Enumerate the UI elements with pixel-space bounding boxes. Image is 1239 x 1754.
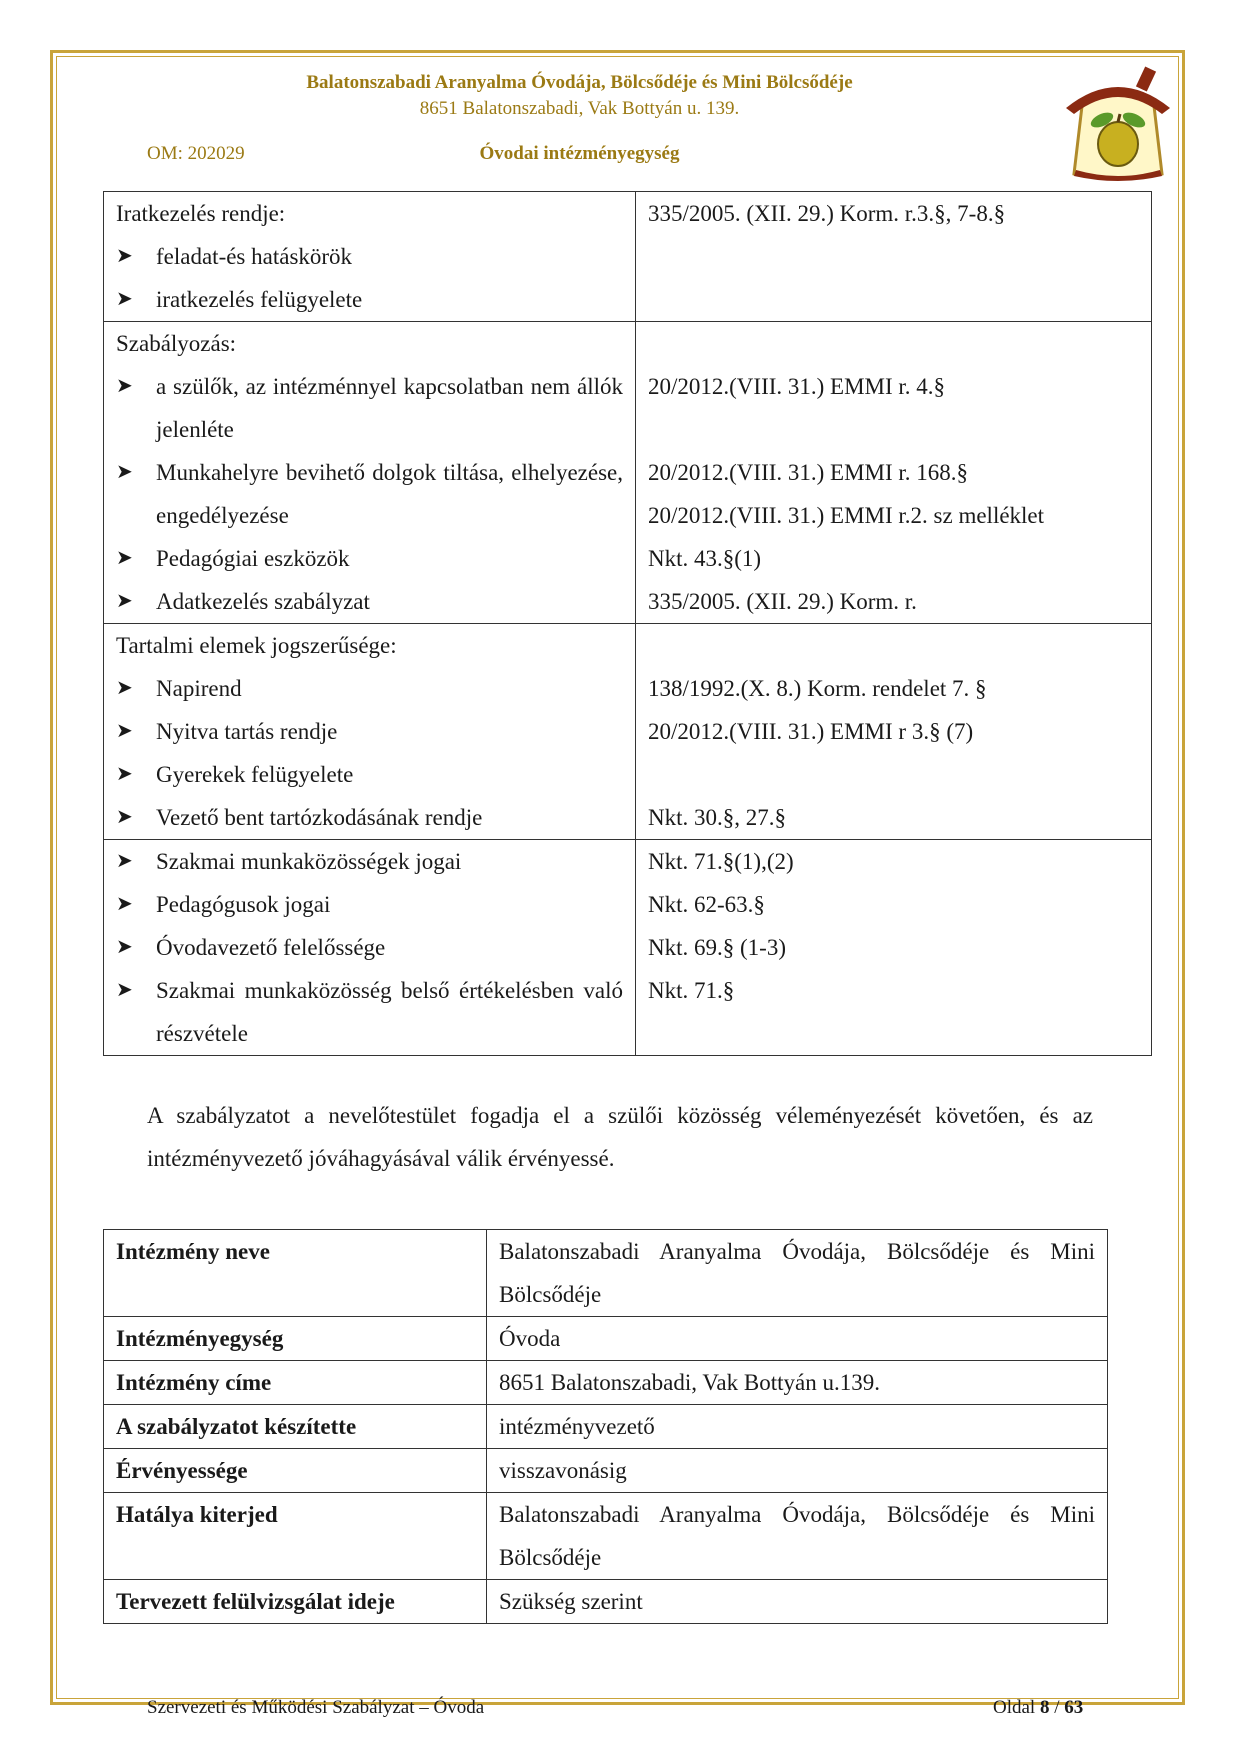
arrowhead-bullet-icon: ➤ [116,288,133,310]
legal-reference: 20/2012.(VIII. 31.) EMMI r. 4.§ [648,374,946,399]
regulation-reference-cell [636,322,1152,624]
arrowhead-bullet-icon: ➤ [116,979,133,1001]
list-item-text: Óvodavezető felelőssége [156,935,386,960]
list-item [116,235,623,278]
section-heading-ref [648,624,1139,667]
reference-group [648,753,1139,796]
institution-logo [1062,66,1174,184]
list-item [116,451,623,537]
regulation-topic-cell [104,322,636,624]
info-key: Intézmény neve [104,1230,487,1317]
info-row [104,1317,1108,1361]
list-item [116,710,623,753]
list-item [116,365,623,451]
footer-page-current: 8 [1039,1697,1050,1718]
reference-group [648,969,1139,1055]
info-row [104,1449,1108,1493]
info-value: visszavonásig [487,1449,1108,1493]
footer-page-sep: / [1054,1697,1060,1718]
footer-page-total: 63 [1064,1697,1084,1718]
list-item [116,580,623,623]
arrowhead-bullet-icon: ➤ [116,850,133,872]
arrowhead-bullet-icon: ➤ [116,590,133,612]
info-value: intézményvezető [487,1405,1108,1449]
legal-reference: 20/2012.(VIII. 31.) EMMI r 3.§ (7) [648,719,974,744]
reference-group [648,580,1139,623]
legal-reference: Nkt. 69.§ (1-3) [648,935,786,960]
section-heading: Szabályozás: [116,331,237,356]
info-value: Balatonszabadi Aranyalma Óvodája, Bölcsődéje és Mini Bölcsődéje [487,1230,1108,1317]
section-heading: Iratkezelés rendje: [116,201,286,226]
legal-reference: Nkt. 62-63.§ [648,892,765,917]
list-item-text: iratkezelés felügyelete [156,287,363,312]
info-row [104,1230,1108,1317]
legal-reference: 20/2012.(VIII. 31.) EMMI r.2. sz melléklet [648,503,1045,528]
arrowhead-bullet-icon: ➤ [116,936,133,958]
arrowhead-bullet-icon: ➤ [116,720,133,742]
legal-reference: 138/1992.(X. 8.) Korm. rendelet 7. § [648,676,987,701]
info-value: 8651 Balatonszabadi, Vak Bottyán u.139. [487,1361,1108,1405]
list-item-text: Pedagógusok jogai [156,892,331,917]
info-key: Intézményegység [104,1317,487,1361]
list-item-text: Vezető bent tartózkodásának rendje [156,805,483,830]
regulation-topic-cell [104,624,636,840]
arrowhead-bullet-icon: ➤ [116,375,133,397]
legal-reference: 335/2005. (XII. 29.) Korm. r. [648,589,917,614]
info-key: Intézmény címe [104,1361,487,1405]
info-key: A szabályzatot készítette [104,1405,487,1449]
footer-document-title: Szervezeti és Működési Szabályzat – Óvoda [147,1697,485,1718]
arrowhead-bullet-icon: ➤ [116,893,133,915]
list-item-text: a szülők, az intézménnyel kapcsolatban nem állók jelenléte [156,374,623,442]
list-item [116,883,623,926]
list-item-text: Pedagógiai eszközök [156,546,350,571]
list-item-text: feladat-és hatáskörök [156,244,353,269]
reference-group [648,537,1139,580]
section-heading-ref: 335/2005. (XII. 29.) Korm. r.3.§, 7-8.§ [648,201,1006,226]
reference-group [648,883,1139,926]
reference-group [648,710,1139,753]
approval-paragraph: A szabályzatot a nevelőtestület fogadja el a szülői közösség véleményezését követően, és az intézményvezető jóváhagyásával válik érvényessé. [147,1103,1093,1171]
reference-group [648,926,1139,969]
info-row [104,1493,1108,1580]
regulation-reference-cell [636,624,1152,840]
info-value: Szükség szerint [487,1580,1108,1624]
footer-page-number [993,1697,1083,1719]
document-info-table [103,1229,1108,1624]
reference-group [648,365,1139,451]
list-item [116,753,623,796]
reference-group [648,667,1139,710]
info-row [104,1405,1108,1449]
reference-group [648,451,1139,537]
list-item-text: Szakmai munkaközösség belső értékelésben való részvétele [156,978,623,1046]
regulation-topic-cell [104,840,636,1056]
regulation-topic-cell [104,192,636,322]
header-om-number: OM: 202029 [147,143,245,164]
info-value: Balatonszabadi Aranyalma Óvodája, Bölcsődéje és Mini Bölcsődéje [487,1493,1108,1580]
header-unit: Óvodai intézményegység [479,143,680,164]
reference-group [648,235,1139,278]
list-item [116,796,623,839]
regulation-reference-cell [636,192,1152,322]
reference-group [648,796,1139,839]
list-item [116,926,623,969]
header-institution: Balatonszabadi Aranyalma Óvodája, Bölcsődéje és Mini Bölcsődéje [306,72,853,93]
list-item [116,278,623,321]
info-key: Tervezett felülvizsgálat ideje [104,1580,487,1624]
info-key: Érvényessége [104,1449,487,1493]
regulation-section [104,840,1152,1056]
regulation-section [104,192,1152,322]
list-item-text: Gyerekek felügyelete [156,762,354,787]
arrowhead-bullet-icon: ➤ [116,547,133,569]
regulation-table [103,191,1152,1056]
list-item [116,667,623,710]
arrowhead-bullet-icon: ➤ [116,677,133,699]
section-heading-ref [648,322,1139,365]
arrowhead-bullet-icon: ➤ [116,806,133,828]
list-item [116,840,623,883]
regulation-section [104,624,1152,840]
list-item-text: Szakmai munkaközösségek jogai [156,849,462,874]
regulation-section [104,322,1152,624]
arrowhead-bullet-icon: ➤ [116,461,133,483]
list-item-text: Munkahelyre bevihető dolgok tiltása, elhelyezése, engedélyezése [156,460,623,528]
section-heading: Tartalmi elemek jogszerűsége: [116,633,397,658]
info-value: Óvoda [487,1317,1108,1361]
regulation-reference-cell [636,840,1152,1056]
legal-reference: Nkt. 71.§ [648,978,735,1003]
info-row [104,1580,1108,1624]
list-item [116,537,623,580]
arrowhead-bullet-icon: ➤ [116,245,133,267]
list-item-text: Napirend [156,676,242,701]
info-row [104,1361,1108,1405]
arrowhead-bullet-icon: ➤ [116,763,133,785]
list-item [116,969,623,1055]
list-item-text: Adatkezelés szabályzat [156,589,370,614]
reference-group [648,278,1139,321]
legal-reference: Nkt. 71.§(1),(2) [648,849,794,874]
reference-group [648,840,1139,883]
header-address: 8651 Balatonszabadi, Vak Bottyán u. 139. [419,98,740,119]
legal-reference: Nkt. 43.§(1) [648,546,762,571]
legal-reference: 20/2012.(VIII. 31.) EMMI r. 168.§ [648,460,969,485]
footer-page-label: Oldal [993,1697,1036,1718]
legal-reference: Nkt. 30.§, 27.§ [648,805,786,830]
list-item-text: Nyitva tartás rendje [156,719,338,744]
info-key: Hatálya kiterjed [104,1493,487,1580]
